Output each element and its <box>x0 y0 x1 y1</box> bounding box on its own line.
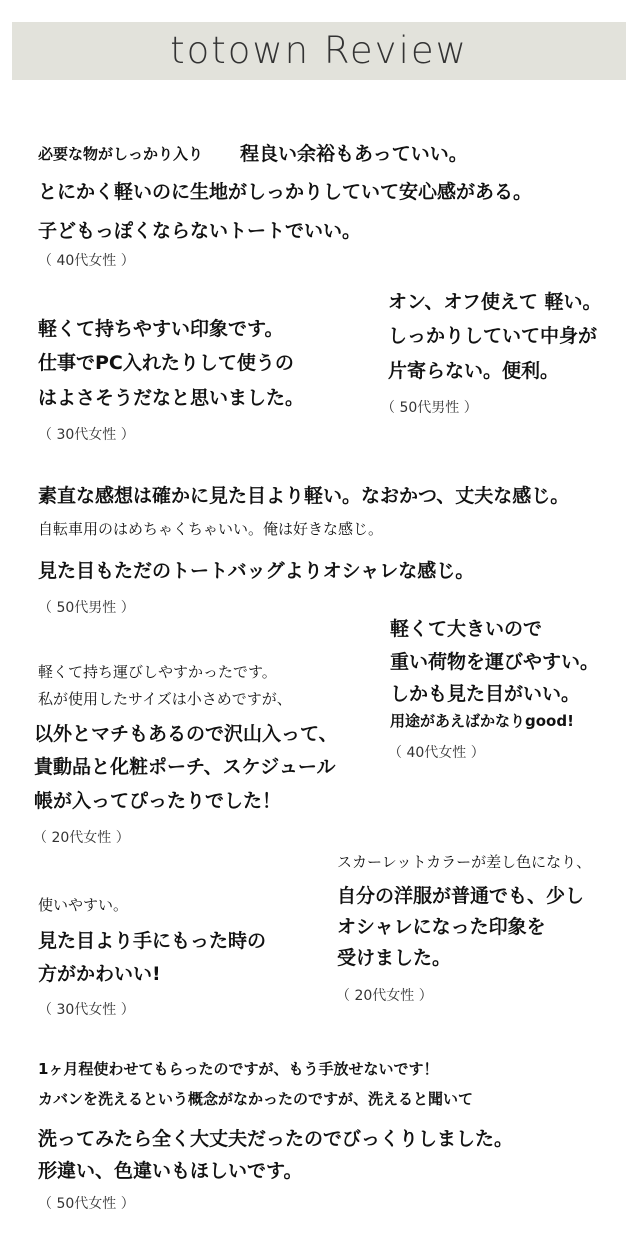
review-7-line: 見た目より手にもった時の <box>38 930 267 952</box>
review-4-line: 見た目もただのトートバッグよりオシャレな感じ。 <box>38 560 475 582</box>
review-1-lead-large: 程良い余裕もあっていい。 <box>240 143 468 165</box>
review-8-line: スカーレットカラーが差し色になり、 <box>337 853 592 871</box>
review-3-age: （ 50代男性 ） <box>381 400 478 416</box>
review-6-age: （ 20代女性 ） <box>33 830 130 846</box>
review-3-line: しっかりしていて中身が <box>388 325 598 347</box>
review-8-line: オシャレになった印象を <box>337 916 546 938</box>
review-5-line: 用途があえばかなりgood! <box>390 712 574 730</box>
review-2-line: 仕事でPC入れたりして使うの <box>38 352 294 374</box>
review-7-line: 方がかわいい! <box>38 963 161 985</box>
review-7-line: 使いやすい。 <box>38 896 129 914</box>
review-1-line: とにかく軽いのに生地がしっかりしていて安心感がある。 <box>38 181 533 203</box>
review-1-lead-small: 必要な物がしっかり入り <box>38 145 204 163</box>
review-6-line: 私が使用したサイズは小さめですが、 <box>38 690 292 708</box>
review-8-age: （ 20代女性 ） <box>336 988 433 1004</box>
review-3-line: 片寄らない。便利。 <box>388 360 560 382</box>
review-8-line: 受けました。 <box>337 947 452 969</box>
review-2-line: 軽くて持ちやすい印象です。 <box>38 318 284 340</box>
review-9-line: 形違い、色違いもほしいです。 <box>38 1160 303 1182</box>
review-9-line: 洗ってみたら全く大丈夫だったのでびっくりしました。 <box>38 1128 514 1150</box>
review-8-line: 自分の洋服が普通でも、少し <box>337 885 585 907</box>
review-5-line: 軽くて大きいので <box>390 618 543 640</box>
review-2-age: （ 30代女性 ） <box>38 427 135 443</box>
page-header <box>12 22 626 80</box>
review-2-line: はよさそうだなと思いました。 <box>38 387 305 409</box>
review-6-line: 以外とマチもあるので沢山入って、 <box>34 723 338 745</box>
review-9-age: （ 50代女性 ） <box>38 1196 135 1212</box>
review-1-age: （ 40代女性 ） <box>38 253 135 269</box>
review-5-line: しかも見た目がいい。 <box>390 683 581 705</box>
review-4-line: 自転車用のはめちゃくちゃいい。俺は好きな感じ。 <box>38 520 384 538</box>
review-3-line: オン、オフ使えて 軽い。 <box>388 291 602 313</box>
page-title: totown Review <box>170 29 468 72</box>
review-9-line: 1ヶ月程使わせてもらったのですが、もう手放せないです！ <box>38 1060 439 1078</box>
review-6-line: 貴動品と化粧ポーチ、スケジュール <box>34 756 336 778</box>
review-6-line: 軽くて持ち運びしやすかったです。 <box>38 663 277 681</box>
review-4-age: （ 50代男性 ） <box>38 600 135 616</box>
review-5-line: 重い荷物を運びやすい。 <box>390 651 600 673</box>
review-1-line: 子どもっぽくならないトートでいい。 <box>38 220 362 242</box>
review-4-line: 素直な感想は確かに見た目より軽い。なおかつ、丈夫な感じ。 <box>38 485 570 507</box>
review-9-line: カバンを洗えるという概念がなかったのですが、洗えると聞いて <box>38 1090 474 1108</box>
review-7-age: （ 30代女性 ） <box>38 1002 135 1018</box>
review-5-age: （ 40代女性 ） <box>388 745 485 761</box>
review-6-line: 帳が入ってぴったりでした！ <box>34 790 282 812</box>
